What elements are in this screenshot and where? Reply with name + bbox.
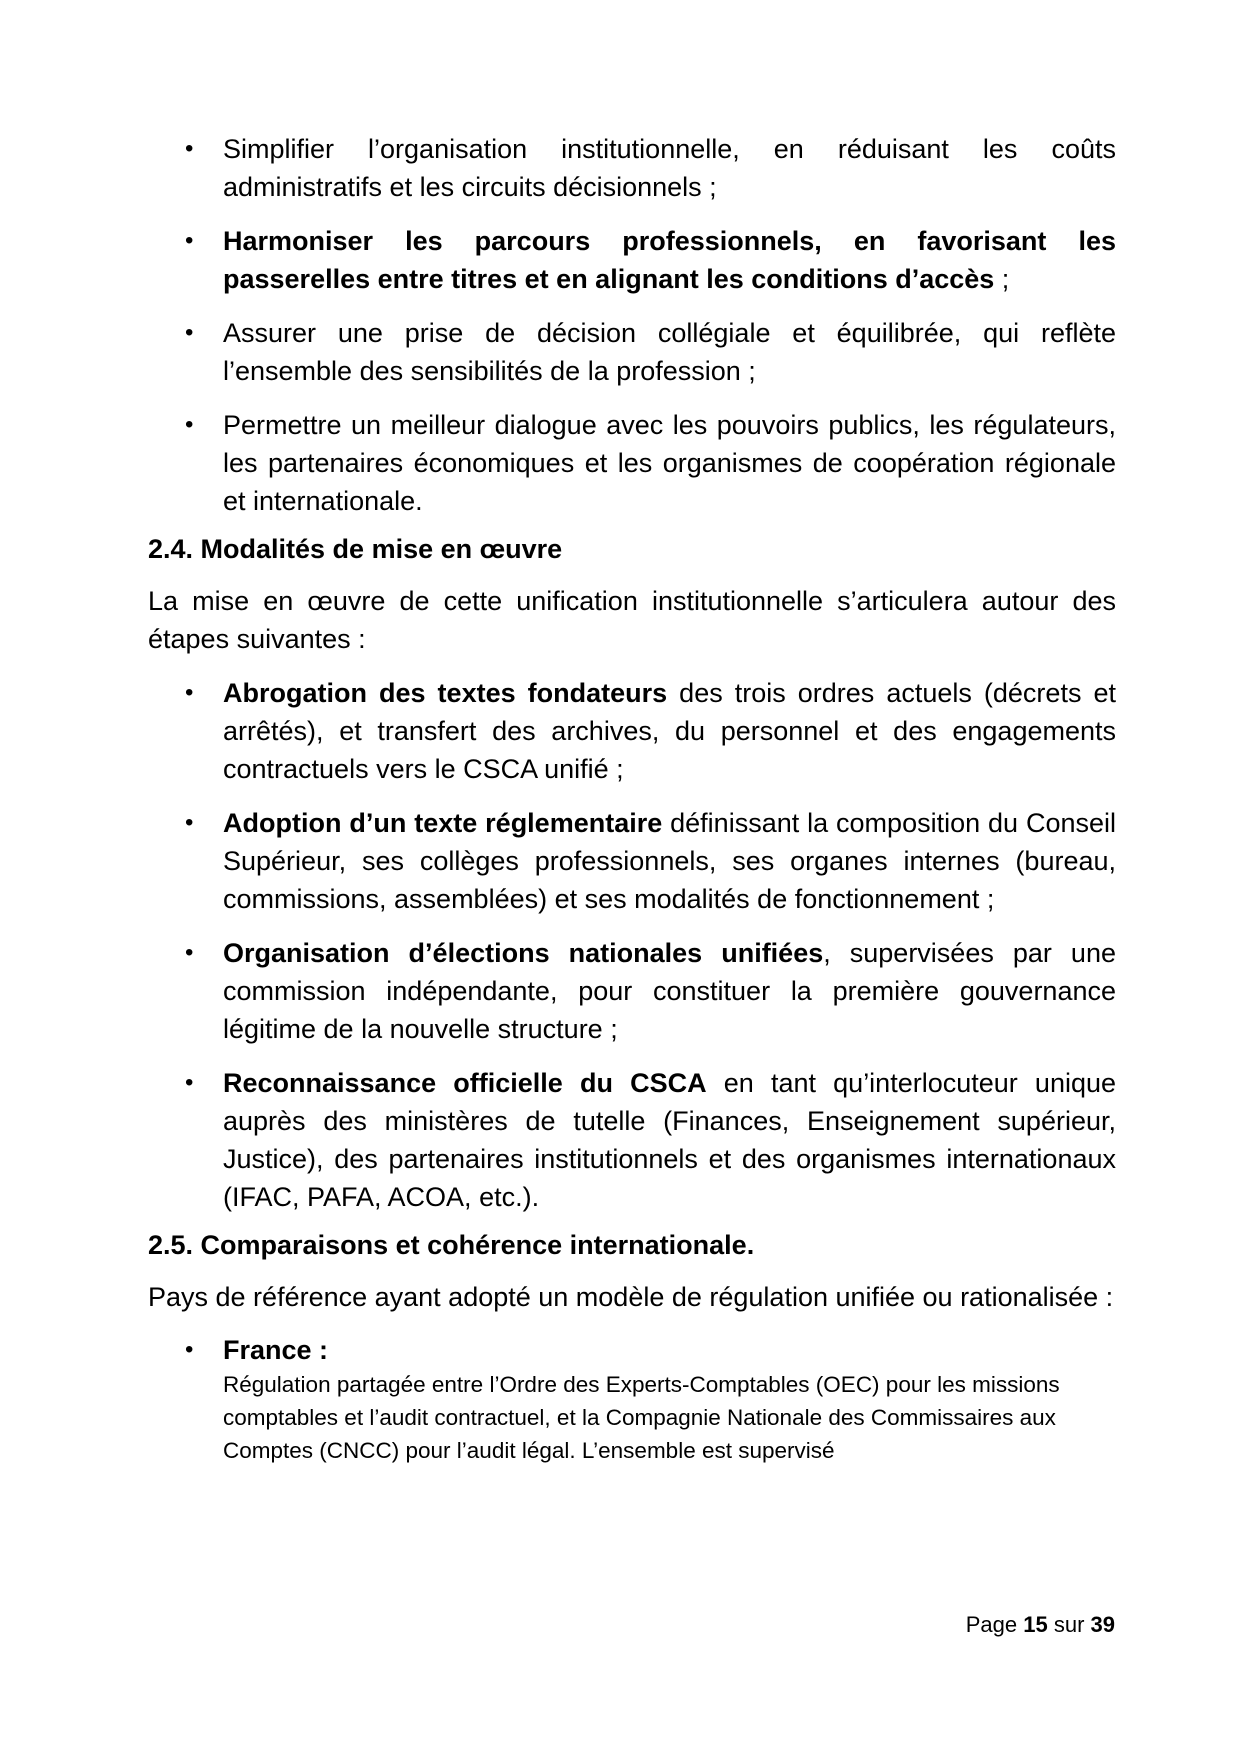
country-title: France : [223,1335,329,1365]
list-item: • Assurer une prise de décision collégiale et équilibrée, qui reflète l’ensemble des sensibilités de la profession ; [148,314,1116,390]
bullet-icon: • [185,939,194,966]
section-heading-2-4: 2.4. Modalités de mise en œuvre [148,534,563,564]
bullet-icon: • [185,1336,194,1363]
section-intro-2-4: La mise en œuvre de cette unification institutionnelle s’articulera autour des étapes suivantes : [148,586,1116,654]
objectives-list [148,130,1116,520]
steps-list [148,674,1116,1216]
list-item: • Simplifier l’organisation institutionnelle, en réduisant les coûts administratifs et les circuits décisionnels ; [148,130,1116,206]
bullet-icon: • [185,411,194,438]
list-item: • Adoption d’un texte réglementaire définissant la composition du Conseil Supérieur, ses collèges professionnels, ses organes internes (bureau, commissions, assemblées) et ses modalités de fonctionnement ; [148,804,1116,918]
bullet-icon: • [185,679,194,706]
bullet-icon: • [185,135,194,162]
section-heading-2-5: 2.5. Comparaisons et cohérence internationale. [148,1230,755,1260]
bullet-icon: • [185,809,194,836]
list-item: • Harmoniser les parcours professionnels, en favorisant les passerelles entre titres et en alignant les conditions d’accès ; [148,222,1116,298]
bullet-icon: • [185,227,194,254]
country-description: Régulation partagée entre l’Ordre des Experts-Comptables (OEC) pour les missions comptables et l’audit contractuel, et la Compagnie Nationale des Commissaires aux Comptes (CNCC) pour l’audit légal. L’ensemble est supervisé [223,1372,1060,1463]
list-item: • Permettre un meilleur dialogue avec les pouvoirs publics, les régulateurs, les partenaires économiques et les organismes de coopération régionale et internationale. [148,406,1116,520]
countries-list [148,1332,1116,1467]
bullet-icon: • [185,319,194,346]
page-number: Page 15 sur 39 [965,1612,1115,1637]
section-intro-2-5: Pays de référence ayant adopté un modèle de régulation unifiée ou rationalisée : [148,1282,1114,1312]
document-page [148,130,1116,1483]
list-item: • Organisation d’élections nationales unifiées, supervisées par une commission indépendante, pour constituer la première gouvernance légitime de la nouvelle structure ; [148,934,1116,1048]
list-item: • Abrogation des textes fondateurs des trois ordres actuels (décrets et arrêtés), et transfert des archives, du personnel et des engagements contractuels vers le CSCA unifié ; [148,674,1116,788]
bullet-icon: • [185,1069,194,1096]
list-item: • Reconnaissance officielle du CSCA en tant qu’interlocuteur unique auprès des ministères de tutelle (Finances, Enseignement supérieur, Justice), des partenaires institutionnels et des organismes internationaux (IFAC, PAFA, ACOA, etc.). [148,1064,1116,1216]
list-item-france [148,1332,1116,1467]
